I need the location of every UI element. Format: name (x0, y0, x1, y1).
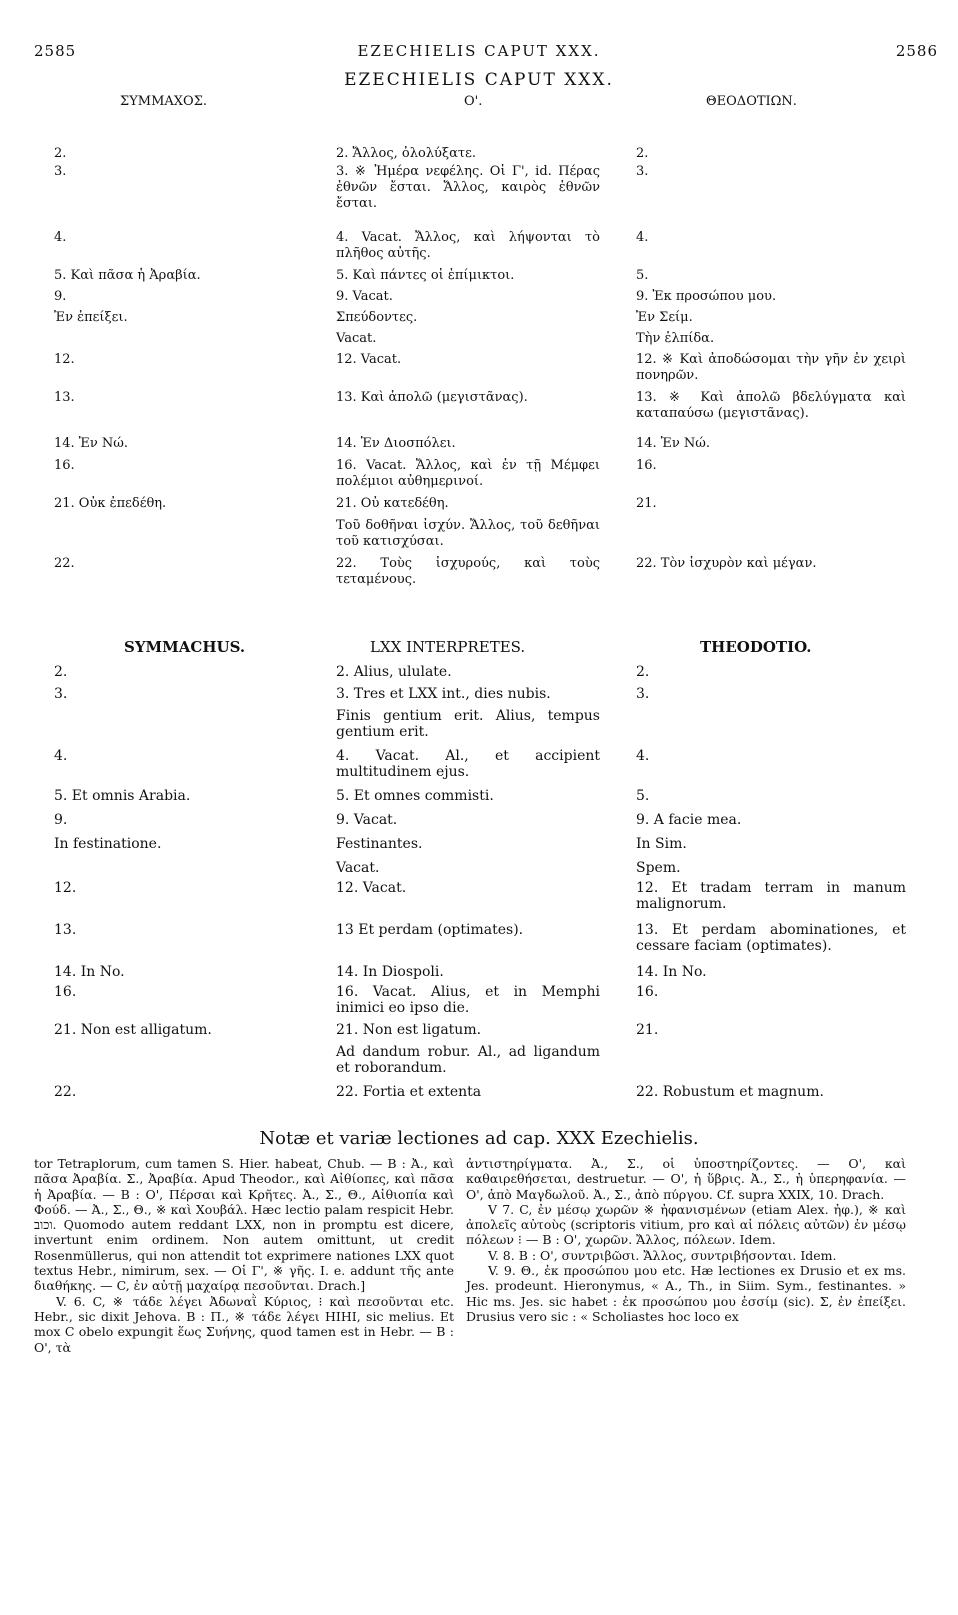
sym-cell: 16. (54, 984, 77, 1000)
sym-cell: 21. Οὐκ ἐπεδέθη. (54, 496, 167, 511)
synopsis-row (0, 230, 958, 268)
theo-cell: 4. (636, 230, 649, 245)
theo-cell: 22. Τὸν ἰσχυρὸν καὶ μέγαν. (636, 556, 817, 571)
synopsis-row (0, 146, 958, 164)
theo-cell: 9. Ἐκ προσώπου μου. (636, 289, 777, 304)
notes-left-column (34, 1156, 454, 1355)
lxx-cell: 14. In Diospoli. (336, 964, 444, 980)
sym-cell: 14. In No. (54, 964, 125, 980)
lxx-cell: 16. Vacat. Alius, et in Memphi inimici eo ipso die. (336, 984, 600, 1016)
sym-cell: 22. (54, 1084, 77, 1100)
sym-cell: 4. (54, 748, 68, 764)
column-header-lxx-latin: LXX INTERPRETES. (370, 638, 526, 656)
lxx-cell: Festinantes. (336, 836, 423, 852)
synopsis-row (0, 812, 958, 836)
theo-cell: 21. (636, 1022, 659, 1038)
lxx-cell: 12. Vacat. (336, 880, 407, 896)
column-header-theodotion-greek: ΘΕΟΔΟΤΙΩΝ. (706, 94, 797, 109)
synopsis-row (0, 686, 958, 708)
theo-cell: 5. (636, 268, 649, 283)
sym-cell: 3. (54, 164, 67, 179)
synopsis-row (0, 289, 958, 310)
latin-synopsis (0, 664, 958, 1106)
note-paragraph: tor Tetraplorum, cum tamen S. Hier. habeat, Chub. — B : Ἀ., καὶ πᾶσα Ἀραβία. Σ., Ἀραβία. Apud Theodor., καὶ Αἰθίοπες, καὶ πᾶσα ἡ Ἀραβία. — B : Ο', Πέρσαι καὶ Κρῆτες. Ἀ., Σ., Θ., Αἰθιοπία καὶ Φούδ. — Ἀ., Σ., Θ., ※ καὶ Χουβάλ. Hæc lectio palam respicit Hebr. וכוב. Quomodo autem reddant LXX, non in promptu est dicere, invertunt enim ordinem. Non autem omittunt, ut credit Rosenmüllerus, qui non attendit tot exprimere nationes LXX quot textus Hebr., nimirum, sex. — Οἱ Γ', ※ γῆς. I. e. addunt τῆς ante διαθήκης. — C, ἐν αὐτῇ μαχαίρᾳ πεσοῦνται. Drach.] (34, 1156, 454, 1294)
theo-cell: 16. (636, 984, 659, 1000)
lxx-cell: 9. Vacat. (336, 289, 393, 304)
sym-cell: 9. (54, 289, 67, 304)
lxx-cell: 5. Καὶ πάντες οἱ ἐπίμικτοι. (336, 268, 515, 283)
sym-cell: 5. Καὶ πᾶσα ἡ Ἀραβία. (54, 268, 201, 283)
running-title: EZECHIELIS CAPUT XXX. (357, 42, 601, 60)
sym-cell: 2. (54, 146, 67, 161)
sym-cell: 3. (54, 686, 68, 702)
synopsis-row (0, 268, 958, 289)
sym-cell: 9. (54, 812, 68, 828)
theo-cell: 2. (636, 664, 650, 680)
sym-cell: 4. (54, 230, 67, 245)
sym-cell: 21. Non est alligatum. (54, 1022, 212, 1038)
lxx-cell: 22. Τοὺς ἰσχυρούς, καὶ τοὺς τεταμένους. (336, 556, 600, 587)
lxx-cell: 9. Vacat. (336, 812, 398, 828)
synopsis-row (0, 1084, 958, 1106)
synopsis-row (0, 860, 958, 880)
theo-cell: 3. (636, 686, 650, 702)
lxx-cell: 22. Fortia et extenta (336, 1084, 482, 1100)
theo-cell: 14. Ἐν Νώ. (636, 436, 711, 451)
theo-cell: 22. Robustum et magnum. (636, 1084, 824, 1100)
theo-cell: Spem. (636, 860, 681, 876)
synopsis-row (0, 964, 958, 984)
page-number-right: 2586 (895, 42, 938, 60)
lxx-cell: Τοῦ δοθῆναι ἰσχύν. Ἄλλος, τοῦ δεθῆναι τοῦ κατισχύσαι. (336, 518, 600, 549)
synopsis-row (0, 984, 958, 1022)
sym-cell: 22. (54, 556, 75, 571)
synopsis-row (0, 1022, 958, 1044)
lxx-cell: Vacat. (336, 331, 377, 346)
sym-cell: Ἐν ἐπείξει. (54, 310, 128, 325)
theo-cell: 3. (636, 164, 649, 179)
synopsis-row (0, 880, 958, 922)
theo-cell: 5. (636, 788, 650, 804)
lxx-cell: 2. Alius, ululate. (336, 664, 452, 680)
section-title: EZECHIELIS CAPUT XXX. (344, 70, 614, 90)
lxx-cell: 16. Vacat. Ἄλλος, καὶ ἐν τῇ Μέμφει πολέμιοι αὐθημερινοί. (336, 458, 600, 489)
lxx-cell: 13. Καὶ ἀπολῶ (μεγιστᾶνας). (336, 390, 528, 405)
synopsis-row (0, 556, 958, 592)
synopsis-row (0, 836, 958, 860)
lxx-cell: 21. Non est ligatum. (336, 1022, 482, 1038)
sym-cell: 13. (54, 922, 77, 938)
theo-cell: 13. Et perdam abominationes, et cessare faciam (optimates). (636, 922, 906, 954)
synopsis-row (0, 518, 958, 556)
lxx-cell: 12. Vacat. (336, 352, 402, 367)
column-header-theodotion-latin: THEODOTIO. (700, 638, 812, 656)
theo-cell: 2. (636, 146, 649, 161)
lxx-cell: 13 Et perdam (optimates). (336, 922, 524, 938)
lxx-cell: Vacat. (336, 860, 380, 876)
note-paragraph: ἀντιστηρίγματα. Ἀ., Σ., οἱ ὑποστηρίζοντες. — Ο', καὶ καθαιρεθήσεται, destruetur. — Ο', ἡ ὕβρις. Ἀ., Σ., ἡ ὑπερηφανία. — Ο', ἀπὸ Μαγδωλοῦ. Ἀ., Σ., ἀπὸ πύργου. Cf. supra XXIX, 10. Drach. (466, 1156, 906, 1202)
synopsis-row (0, 922, 958, 964)
lxx-cell: 5. Et omnes commisti. (336, 788, 494, 804)
theo-cell: 13. ※ Καὶ ἀπολῶ βδελύγματα καὶ καταπαύσω (μεγιστᾶνας). (636, 390, 906, 421)
synopsis-row (0, 436, 958, 458)
lxx-cell: 2. Ἄλλος, ὀλολύξατε. (336, 146, 476, 161)
page-number-left: 2585 (34, 42, 77, 60)
column-header-symmachus-latin: SYMMACHUS. (124, 638, 246, 656)
synopsis-row (0, 390, 958, 436)
greek-synopsis (0, 146, 958, 592)
column-header-symmachus-greek: ΣΥΜΜΑΧΟΣ. (120, 94, 208, 109)
lxx-cell: 4. Vacat. Al., et accipient multitudinem ejus. (336, 748, 600, 780)
theo-cell: In Sim. (636, 836, 687, 852)
sym-cell: 16. (54, 458, 75, 473)
theo-cell: 14. In No. (636, 964, 707, 980)
note-paragraph: V. 6. C, ※ τάδε λέγει Ἀδωναῒ Κύριος, ⁝ καὶ πεσοῦνται etc. Hebr., sic dixit Jehova. B : Π., ※ τάδε λέγει ΗΙΗΙ, sic melius. Et mox C obelo expungit ἕως Συήνης, quod tamen est in Hebr. — B : Ο', τὰ (34, 1293, 454, 1355)
synopsis-row (0, 708, 958, 748)
sym-cell: In festinatione. (54, 836, 162, 852)
notes-right-column (466, 1156, 906, 1324)
lxx-cell: 21. Οὐ κατεδέθη. (336, 496, 449, 511)
synopsis-row (0, 664, 958, 686)
theo-cell: Τὴν ἐλπίδα. (636, 331, 715, 346)
synopsis-row (0, 164, 958, 230)
sym-cell: 12. (54, 880, 77, 896)
sym-cell: 12. (54, 352, 75, 367)
theo-cell: 9. A facie mea. (636, 812, 742, 828)
lxx-cell: Finis gentium erit. Alius, tempus gentium erit. (336, 708, 600, 740)
synopsis-row (0, 1044, 958, 1084)
sym-cell: 2. (54, 664, 68, 680)
lxx-cell: Σπεύδοντες. (336, 310, 418, 325)
theo-cell: 16. (636, 458, 657, 473)
synopsis-row (0, 788, 958, 812)
lxx-cell: 4. Vacat. Ἄλλος, καὶ λήψονται τὸ πλῆθος αὐτῆς. (336, 230, 600, 261)
theo-cell: 21. (636, 496, 657, 511)
synopsis-row (0, 496, 958, 518)
synopsis-row (0, 458, 958, 496)
note-paragraph: V. 8. B : Ο', συντριβῶσι. Ἄλλος, συντριβήσονται. Idem. (488, 1247, 837, 1263)
sym-cell: 14. Ἐν Νώ. (54, 436, 129, 451)
sym-cell: 13. (54, 390, 75, 405)
note-paragraph: V. 9. Θ., ἐκ προσώπου μου etc. Hæ lectiones ex Drusio et ex ms. Jes. prodeunt. Hieronymus, « A., Th., in Siim. Sym., festinantes. » Hic ms. Jes. sic habet : ἐκ προσώπου μου ἐσσίμ (sic). Σ, ἐν ἐπείξει. Drusius vero sic : « Scholiastes hoc loco ex (466, 1263, 906, 1324)
notes-title: Notæ et variæ lectiones ad cap. XXX Ezechielis. (259, 1128, 699, 1149)
synopsis-row (0, 310, 958, 331)
theo-cell: 12. ※ Καὶ ἀποδώσομαι τὴν γῆν ἐν χειρὶ πονηρῶν. (636, 352, 906, 383)
note-paragraph: V 7. C, ἐν μέσῳ χωρῶν ※ ἠφανισμένων (etiam Alex. ἠφ.), ※ καὶ ἀπολεῖς αὐτοὺς (scriptoris vitium, pro καὶ αἱ πόλεις αὐτῶν) ἐν μέσῳ πόλεων ⁝ — B : Ο', χωρῶν. Ἄλλος, πόλεων. Idem. (466, 1201, 906, 1248)
lxx-cell: 3. Tres et LXX int., dies nubis. (336, 686, 551, 702)
lxx-cell: Ad dandum robur. Al., ad ligandum et roborandum. (336, 1044, 600, 1076)
synopsis-row (0, 748, 958, 788)
theo-cell: 4. (636, 748, 650, 764)
sym-cell: 5. Et omnis Arabia. (54, 788, 191, 804)
theo-cell: 12. Et tradam terram in manum malignorum. (636, 880, 906, 912)
lxx-cell: 14. Ἐν Διοσπόλει. (336, 436, 456, 451)
lxx-cell: 3. ※ Ἡμέρα νεφέλης. Οἱ Γ', id. Πέρας ἐθνῶν ἔσται. Ἄλλος, καιρὸς ἐθνῶν ἔσται. (336, 164, 600, 211)
synopsis-row (0, 331, 958, 352)
theo-cell: Ἐν Σείμ. (636, 310, 693, 325)
synopsis-row (0, 352, 958, 390)
column-header-lxx-greek: Ο'. (464, 94, 483, 109)
